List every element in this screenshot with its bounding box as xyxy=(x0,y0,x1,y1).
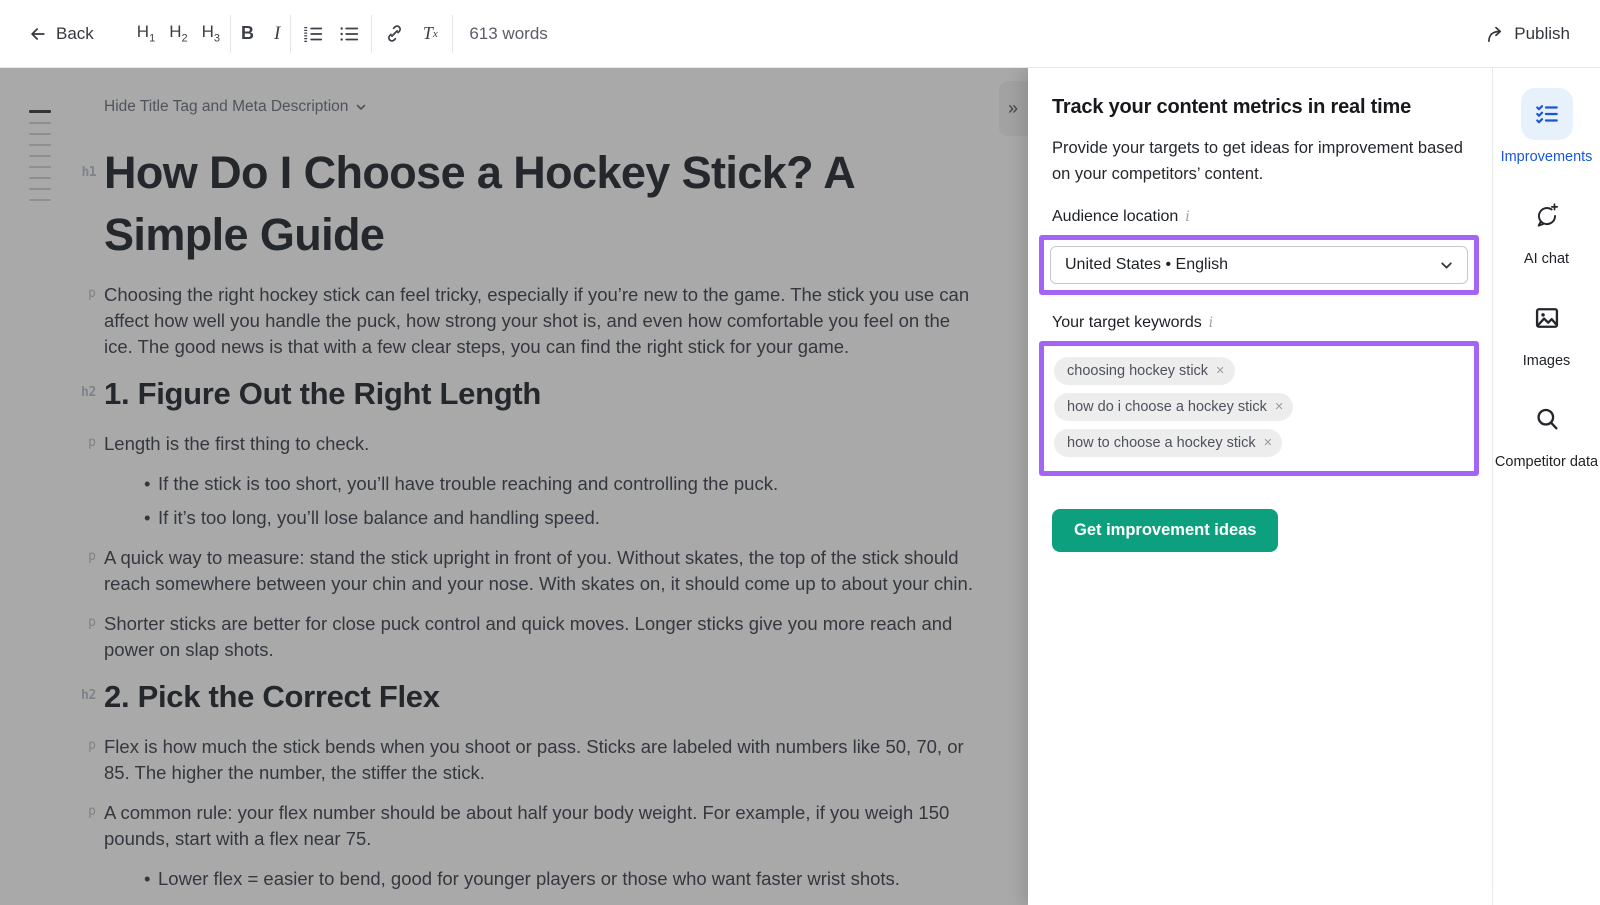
doc-paragraph[interactable]: p A quick way to measure: stand the stick upright in front of you. Without skates, the top of the stick should reach somewhere between your chin and your nose. With skates on, it should come up to about your chin. xyxy=(104,545,982,597)
block-marker: p xyxy=(88,548,96,564)
audience-location-value: United States • English xyxy=(1065,256,1229,274)
sidebar-item-label: Competitor data xyxy=(1494,454,1599,471)
back-arrow-icon xyxy=(28,24,48,44)
back-label: Back xyxy=(56,23,94,43)
block-marker: p xyxy=(88,434,96,450)
back-button[interactable] xyxy=(28,24,94,44)
target-keywords-label: Your target keywords xyxy=(1052,314,1202,332)
images-icon xyxy=(1521,292,1573,344)
publish-label: Publish xyxy=(1514,24,1570,43)
sidebar-item-label: Improvements xyxy=(1500,149,1593,165)
doc-paragraph[interactable]: p Flex is how much the stick bends when you shoot or pass. Sticks are labeled with numbers like 50, 70, or 85. The higher the number, the stiffer the stick. xyxy=(104,734,982,786)
get-improvement-ideas-button[interactable]: Get improvement ideas xyxy=(1052,509,1278,552)
audience-location-label: Audience location xyxy=(1052,208,1179,226)
keyword-tag: choosing hockey stick × xyxy=(1054,357,1235,385)
sidebar-item-improvements[interactable] xyxy=(1495,88,1599,169)
keyword-tag: how to choose a hockey stick × xyxy=(1054,429,1282,457)
competitor-search-icon xyxy=(1521,393,1573,445)
keyword-tag: how do i choose a hockey stick × xyxy=(1054,393,1293,421)
document-outline-widget[interactable] xyxy=(29,110,51,210)
toolbar-divider xyxy=(452,15,453,53)
remove-keyword-icon[interactable]: × xyxy=(1263,435,1273,452)
clear-formatting-button[interactable]: T x xyxy=(422,23,438,43)
heading3-button[interactable]: $H_3$ xyxy=(201,22,221,45)
toolbar-divider xyxy=(371,15,372,53)
content-metrics-panel xyxy=(1028,68,1492,905)
doc-paragraph[interactable]: p Choosing the right hockey stick can feel tricky, especially if you’re new to the game. The stick you use can affect how well you handle the puck, how strong your shot is, and even how comfortable you feel on the ice. The good news is that with a few clear steps, you can find the right stick for your game. xyxy=(104,282,982,360)
sidebar-item-images[interactable] xyxy=(1495,292,1599,373)
info-icon[interactable]: i xyxy=(1208,315,1214,332)
block-marker: p xyxy=(88,803,96,819)
doc-paragraph[interactable]: p Shorter sticks are better for close puck control and quick moves. Longer sticks give you more reach and power on slap shots. xyxy=(104,611,982,663)
panel-collapse-button[interactable] xyxy=(998,80,1028,136)
block-marker: h2 xyxy=(80,688,96,704)
doc-paragraph[interactable]: p Length is the first thing to check. xyxy=(104,431,982,457)
block-marker: p xyxy=(88,286,96,302)
chevron-down-icon xyxy=(355,101,367,113)
heading1-button[interactable]: $H_1$ xyxy=(136,22,156,45)
panel-title: Track your content metrics in real time xyxy=(1052,96,1411,118)
block-marker: h2 xyxy=(80,385,96,401)
doc-list-item[interactable]: • If it’s too long, you’ll lose balance and handling speed. xyxy=(104,505,982,531)
block-marker: p xyxy=(88,737,96,753)
ordered-list-icon[interactable] xyxy=(301,22,325,46)
audience-location-select[interactable] xyxy=(1050,246,1468,284)
doc-heading2[interactable]: h2 2. Pick the Correct Flex xyxy=(104,677,982,717)
italic-button[interactable]: I xyxy=(274,22,281,44)
double-chevron-right-icon: » xyxy=(1007,97,1018,118)
doc-heading1[interactable]: h1 How Do I Choose a Hockey Stick? A Simple Guide xyxy=(104,142,982,266)
heading2-button[interactable]: $H_2$ xyxy=(169,22,188,45)
doc-list-item[interactable]: • If the stick is too short, you’ll have trouble reaching and controlling the puck. xyxy=(104,471,982,497)
sidebar-item-label: AI chat xyxy=(1523,250,1570,267)
sidebar-item-label: Images xyxy=(1522,352,1571,369)
word-count: 613 words xyxy=(469,23,548,43)
bold-button[interactable]: B xyxy=(241,23,255,43)
doc-paragraph[interactable]: p A common rule: your flex number should be about half your body weight. For example, if you weigh 150 pounds, start with a flex near 75. xyxy=(104,800,982,852)
remove-keyword-icon[interactable]: × xyxy=(1216,363,1225,380)
doc-heading2[interactable]: h2 1. Figure Out the Right Length xyxy=(104,374,982,414)
info-icon[interactable]: i xyxy=(1185,209,1190,226)
chevron-down-icon xyxy=(1439,258,1454,273)
link-icon[interactable] xyxy=(382,22,406,46)
ai-chat-icon xyxy=(1521,190,1573,242)
tools-sidebar xyxy=(1492,68,1600,905)
block-marker: h1 xyxy=(81,165,96,180)
publish-arrow-icon xyxy=(1486,25,1505,44)
improvements-checklist-icon xyxy=(1521,88,1573,140)
hide-meta-label: Hide Title Tag and Meta Description xyxy=(104,98,349,115)
toolbar-divider xyxy=(230,15,231,53)
sidebar-item-ai-chat[interactable] xyxy=(1495,190,1599,271)
remove-keyword-icon[interactable]: × xyxy=(1274,399,1284,416)
doc-list-item[interactable]: • Lower flex = easier to bend, good for younger players or those who want faster wrist shots. xyxy=(104,866,982,892)
bullet-list-icon[interactable] xyxy=(337,22,361,46)
toolbar-divider xyxy=(290,15,291,53)
audience-highlight-annotation xyxy=(1039,235,1479,295)
document-body xyxy=(80,98,982,900)
publish-button[interactable] xyxy=(1486,0,1570,68)
editor-canvas-dimmed xyxy=(0,68,1028,905)
hide-meta-toggle[interactable] xyxy=(104,98,982,116)
block-marker: p xyxy=(88,615,96,631)
panel-description: Provide your targets to get ideas for improvement based on your competitors’ content. xyxy=(1052,139,1463,183)
keywords-highlight-annotation xyxy=(1039,341,1479,476)
keywords-input[interactable] xyxy=(1050,352,1468,465)
sidebar-item-competitor-data[interactable] xyxy=(1495,393,1599,474)
top-toolbar xyxy=(0,0,1600,68)
